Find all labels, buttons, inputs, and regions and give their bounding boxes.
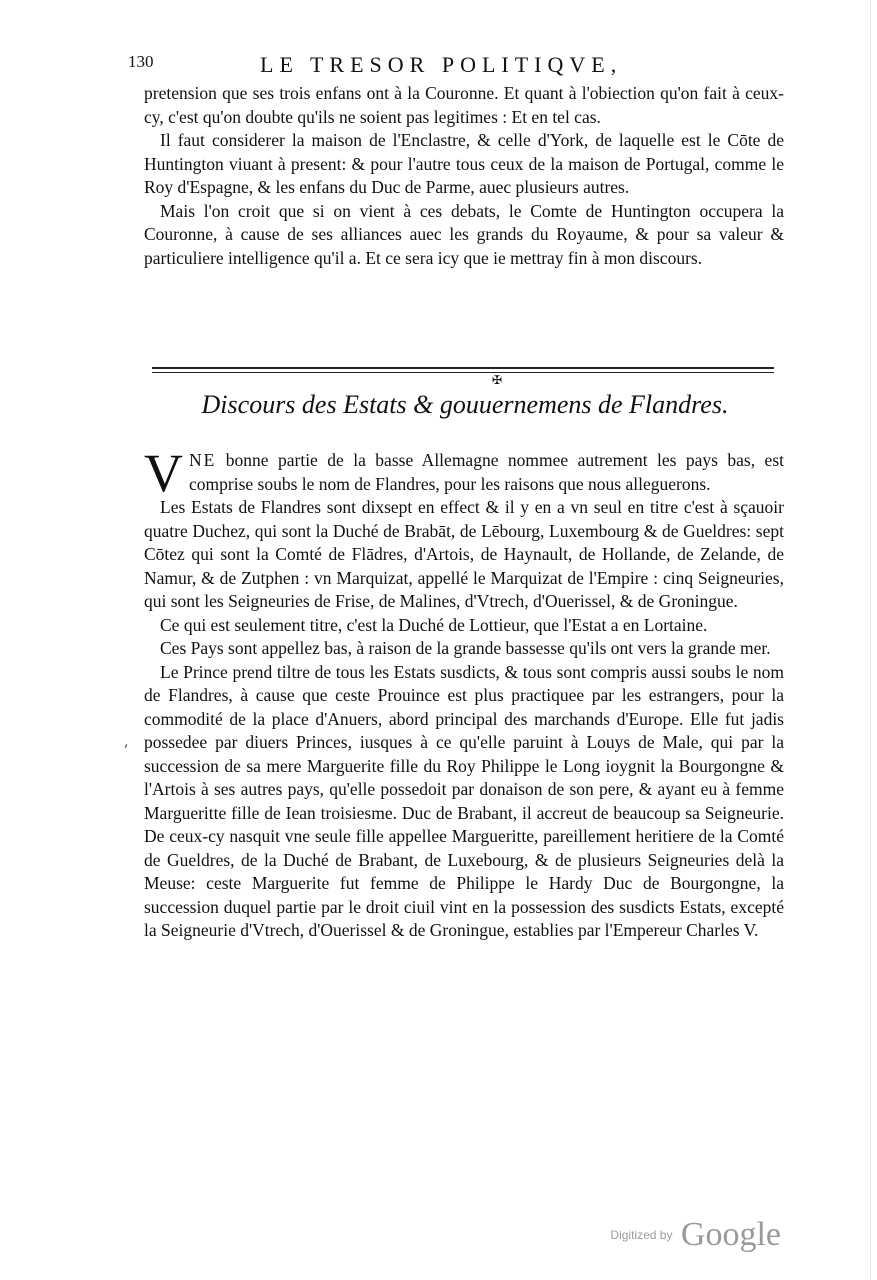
watermark-prefix: Digitized by [610, 1228, 673, 1242]
section-rule [152, 367, 774, 369]
ornament-icon: ✠ [492, 373, 503, 387]
margin-mark: , [124, 734, 129, 750]
previous-discourse-ending [144, 82, 784, 270]
paragraph: Ces Pays sont appellez bas, à raison de la grande bassesse qu'ils ont vers la grande mer. [160, 638, 771, 658]
paragraph: Il faut considerer la maison de l'Enclastre, & celle d'York, de laquelle est le Cōte de Huntington viuant à present: & pour l'autre tous ceux de la maison de Portugal, comme le Roy d'Espagne, & les enfans du Duc de Parme, auec plusieurs autres. [144, 130, 784, 197]
paragraph: Ce qui est seulement titre, c'est la Duché de Lottieur, que l'Estat a en Lortaine. [160, 614, 708, 635]
opening-paragraph [144, 443, 785, 503]
paragraph: Les Estats de Flandres sont dixsept en effect & il y en a vn seul en titre c'est à sçauoir quatre Duchez, qui sont la Duché de Brabāt, de Lēbourg, Luxembourg & de Gueldres: sept Cōtez qui sont la Comté de Flādres, d'Artois, de Haynault, de Hollande, de Zelande, de Namur, & de Zutphen : vn Marquizat, appellé le Marquizat de l'Empire : cinq Seigneuries, qui sont les Seigneuries de Frise, de Malines, d'Vtrech, d'Ouerissel, & de Groningue. [144, 497, 784, 611]
flanders-discourse [144, 443, 785, 943]
page-number: 130 [128, 52, 154, 71]
running-title: LE TRESOR POLITIQVE, [260, 52, 623, 77]
opening-word: NE [189, 450, 217, 470]
section-heading: Discours des Estats & gouuernemens de Flandres. [201, 390, 729, 419]
drop-cap: V [144, 443, 183, 503]
paragraph: Le Prince prend tiltre de tous les Estats susdicts, & tous sont compris aussi soubs le nom de Flandres, à cause que ceste Prouince est plus practiquee par les estrangers, pour la commodité de la place d'Anuers, abord principal des marchands d'Europe. Elle fut jadis possedee par diuers Princes, iusques à ce qu'elle paruint à Louys de Male, qui par la succession de sa mere Marguerite fille du Roy Philippe le Long ioygnit la Bourgongne & l'Artois à ses autres pays, qu'elle possedoit par donaison de son pere, & ayant eu à femme Margueritte fille de Iean troisiesme. Duc de Brabant, il accreut de beaucoup sa Seigneurie. De ceux-cy nasquit vne seule fille appellee Margueritte, pareillement heritiere de la Comté de Gueldres, de la Duché de Brabant, de Luxebourg, & de plusieurs Seigneuries delà la Meuse: ceste Marguerite fut femme de Philippe le Hardy Duc de Bourgongne, la succession duquel partie par le droit ciuil vint en la possession des susdicts Estats, excepté la Seigneurie d'Vtrech, d'Ouerissel & de Groningue, establies par l'Empereur Charles V. [144, 661, 784, 940]
google-logo: Google [680, 1216, 781, 1253]
running-header [128, 52, 688, 78]
digitization-watermark [610, 1216, 781, 1254]
paragraph: pretension que ses trois enfans ont à la Couronne. Et quant à l'obiection qu'on fait à ceux-cy, c'est qu'on doubte qu'ils ne soient pas legitimes : Et en tel cas. [144, 83, 784, 127]
section-rule-thin [152, 372, 774, 373]
paragraph-text: bonne partie de la basse Allemagne nommee autrement les pays bas, est comprise soubs le nom de Flandres, pour les raisons que nous alleguerons. [189, 450, 785, 494]
page-edge [870, 0, 871, 1280]
paragraph: Mais l'on croit que si on vient à ces debats, le Comte de Huntington occupera la Couronne, à cause de ses alliances auec les grands du Royaume, & pour sa valeur & particuliere intelligence qu'il a. Et ce sera icy que ie mettray fin à mon discours. [144, 200, 784, 268]
